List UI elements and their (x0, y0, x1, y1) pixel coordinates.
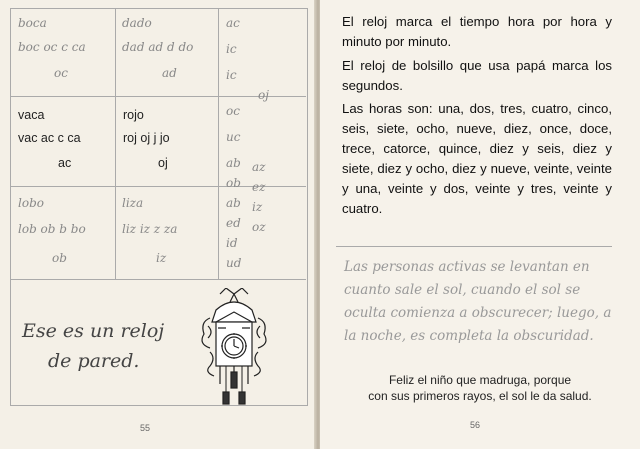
proverb (350, 372, 610, 404)
grid-rule-col1 (115, 8, 116, 279)
cell-ending: oj (158, 156, 168, 170)
ending-item: ob (226, 176, 241, 190)
cell-ending: ac (58, 156, 72, 170)
caption-line: de pared. (48, 350, 140, 372)
ending-item: uc (226, 130, 241, 144)
cell-syllables: roj oj j jo (123, 131, 170, 145)
cell-word: lobo (18, 196, 44, 210)
page-number-left: 55 (140, 423, 151, 433)
cell-syllables: vac ac c ca (18, 131, 81, 145)
section-divider (336, 246, 612, 247)
cell-word: boca (18, 16, 47, 30)
paragraph-2: El reloj de bolsillo que usa papá marca los segundos. (342, 58, 612, 93)
cell-syllables: lob ob b bo (18, 222, 86, 236)
ending-item: ab (226, 156, 241, 170)
ending-item: ic (226, 42, 237, 56)
ending-item: oz (252, 220, 266, 234)
ending-item: az (252, 160, 266, 174)
ending-item: ud (226, 256, 242, 270)
ending-item: ic (226, 68, 237, 82)
script-paragraph: Las personas activas se levantan en cuanto sale el sol, cuando el sol se oculta comienza a obscurecer; luego, a la noche, es completa la obscuridad. (344, 259, 612, 344)
ending-item: ac (226, 16, 240, 30)
cell-ending: ad (162, 66, 177, 80)
cell-ending: oc (54, 66, 68, 80)
proverb-line: Feliz el niño que madruga, porque (388, 373, 572, 387)
ending-item: oj (258, 88, 269, 102)
caption-line: Ese es un reloj (22, 320, 165, 342)
ending-item: ez (252, 180, 266, 194)
cell-syllables: boc oc c ca (18, 40, 86, 54)
proverb-line: con sus primeros rayos, el sol le da salud. (368, 389, 592, 403)
cell-ending: ob (52, 251, 67, 265)
clock-caption (22, 316, 164, 376)
cell-word: rojo (123, 108, 144, 122)
cell-word: dado (122, 16, 152, 30)
paragraph-1: El reloj marca el tiempo hora por hora y minuto por minuto. (342, 14, 612, 49)
cell-syllables: liz iz z za (122, 222, 178, 236)
cell-word: vaca (18, 108, 45, 122)
ending-item: ab (226, 196, 241, 210)
cell-syllables: dad ad d do (122, 40, 194, 54)
page-number-right: 56 (470, 420, 481, 430)
cuckoo-clock-illustration (196, 288, 272, 406)
grid-rule-col2 (218, 8, 219, 279)
cell-ending: iz (156, 251, 167, 265)
cell-word: liza (122, 196, 144, 210)
grid-rule-row3 (10, 279, 306, 280)
ending-item: oc (226, 104, 240, 118)
ending-item: id (226, 236, 238, 250)
ending-item: ed (226, 216, 241, 230)
ending-item: iz (252, 200, 263, 214)
paragraph-3: Las horas son: una, dos, tres, cuatro, cinco, seis, siete, ocho, nueve, diez, once, doce, trece, catorce, quince, diez y seis, diez y siete, diez y ocho, diez y nueve, veinte, veinte y una, veinte y dos, veinte y tres, veinte y cuatro. (342, 101, 612, 216)
